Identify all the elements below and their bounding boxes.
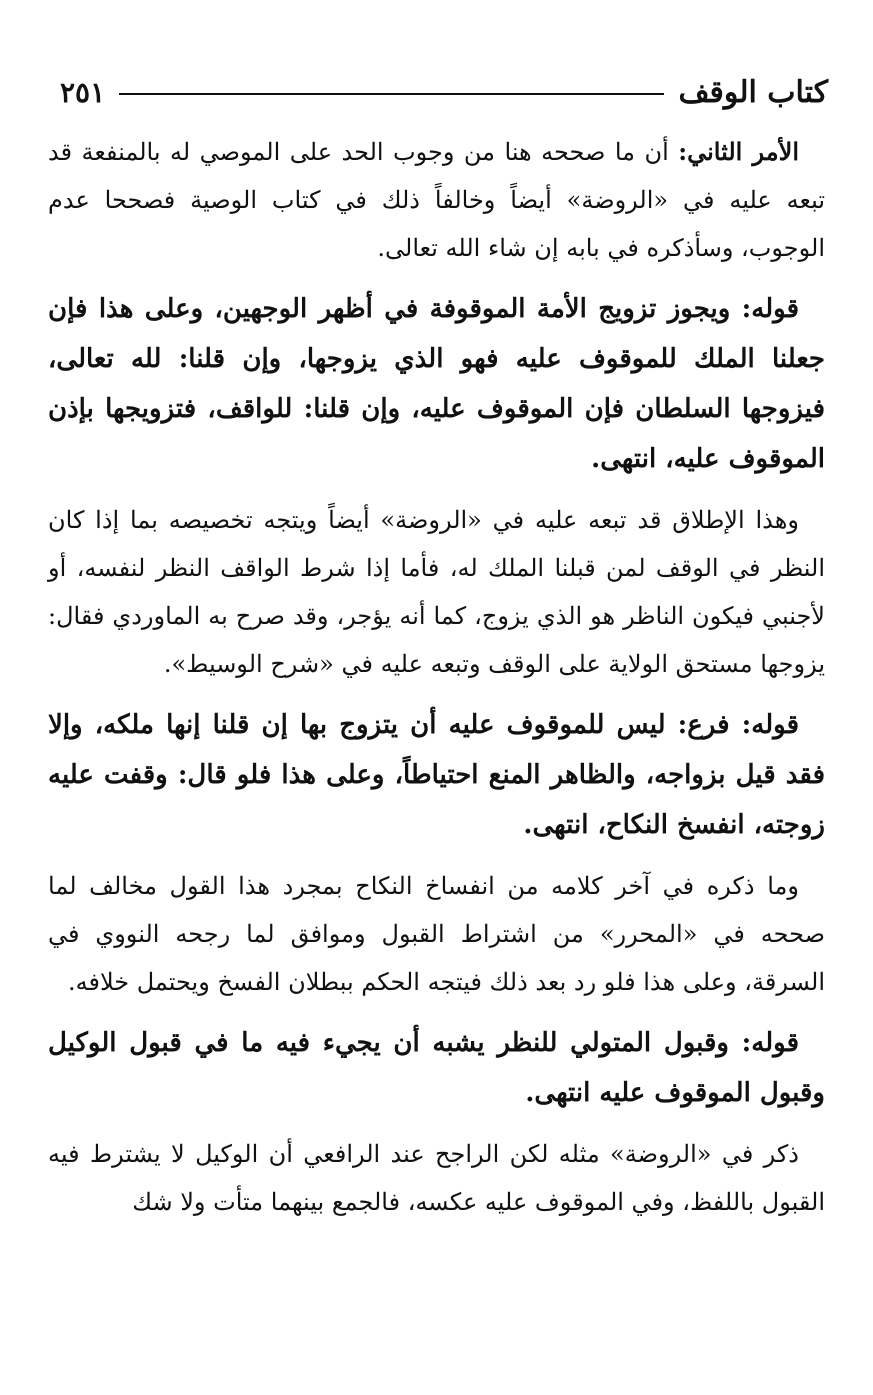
paragraph-text: قوله: ويجوز تزويج الأمة الموقوفة في أظهر الوجهين، وعلى هذا فإن جعلنا الملك للموقوف عليه فهو الذي يزوجها، وإن قلنا: لله تعالى، فيزوجها السلطان فإن الموقوف عليه، وإن قلنا: للواقف، فتزويجها بإذن الموقوف عليه، انتهى. bbox=[48, 294, 825, 474]
paragraph-text: وهذا الإطلاق قد تبعه عليه في «الروضة» أيضاً ويتجه تخصيصه بما إذا كان النظر في الوقف لمن قبلنا الملك له، فأما إذا شرط الواقف النظر لنفسه، أو لأجنبي فيكون الناظر هو الذي يزوج، كما أنه يؤجر، وقد صرح به الماوردي فقال: يزوجها مستحق الولاية على الوقف وتبعه عليه في «شرح الوسيط». bbox=[48, 506, 826, 678]
paragraph-text: قوله: وقبول المتولي للنظر يشبه أن يجيء فيه ما في قبول الوكيل وقبول الموقوف عليه انتهى. bbox=[48, 1028, 825, 1108]
paragraph bbox=[48, 128, 825, 272]
quoted-paragraph bbox=[48, 284, 825, 484]
paragraph bbox=[48, 496, 825, 688]
header-rule bbox=[119, 93, 664, 95]
paragraph-text: أن ما صححه هنا من وجوب الحد على الموصي له بالمنفعة قد تبعه عليه في «الروضة» أيضاً وخالفاً ذلك في كتاب الوصية فصححا عدم الوجوب، وسأذكره في بابه إن شاء الله تعالى. bbox=[48, 138, 825, 262]
page-number: ٢٥١ bbox=[60, 75, 106, 109]
page-body bbox=[48, 128, 825, 1238]
paragraph bbox=[48, 1130, 825, 1226]
quoted-paragraph bbox=[48, 700, 825, 850]
quoted-paragraph bbox=[48, 1018, 825, 1118]
paragraph bbox=[48, 862, 825, 1006]
paragraph-text: ذكر في «الروضة» مثله لكن الراجح عند الرافعي أن الوكيل لا يشترط فيه القبول باللفظ، وفي الموقوف عليه عكسه، فالجمع بينهما متأت ولا شك bbox=[48, 1140, 825, 1216]
paragraph-text: وما ذكره في آخر كلامه من انفساخ النكاح بمجرد هذا القول مخالف لما صححه في «المحرر» من اشتراط القبول وموافق لما رجحه النووي في السرقة، وعلى هذا فلو رد بعد ذلك فيتجه الحكم ببطلان الفسخ ويحتمل خلافه. bbox=[48, 872, 826, 996]
page-header bbox=[60, 72, 828, 112]
paragraph-text: قوله: فرع: ليس للموقوف عليه أن يتزوج بها إن قلنا إنها ملكه، وإلا فقد قيل بزواجه، والظاهر المنع احتياطاً، وعلى هذا فلو قال: وقفت عليه زوجته، انفسخ النكاح، انتهى. bbox=[48, 710, 825, 840]
running-title: كتاب الوقف bbox=[678, 74, 828, 110]
paragraph-lead: الأمر الثاني: bbox=[678, 137, 799, 166]
